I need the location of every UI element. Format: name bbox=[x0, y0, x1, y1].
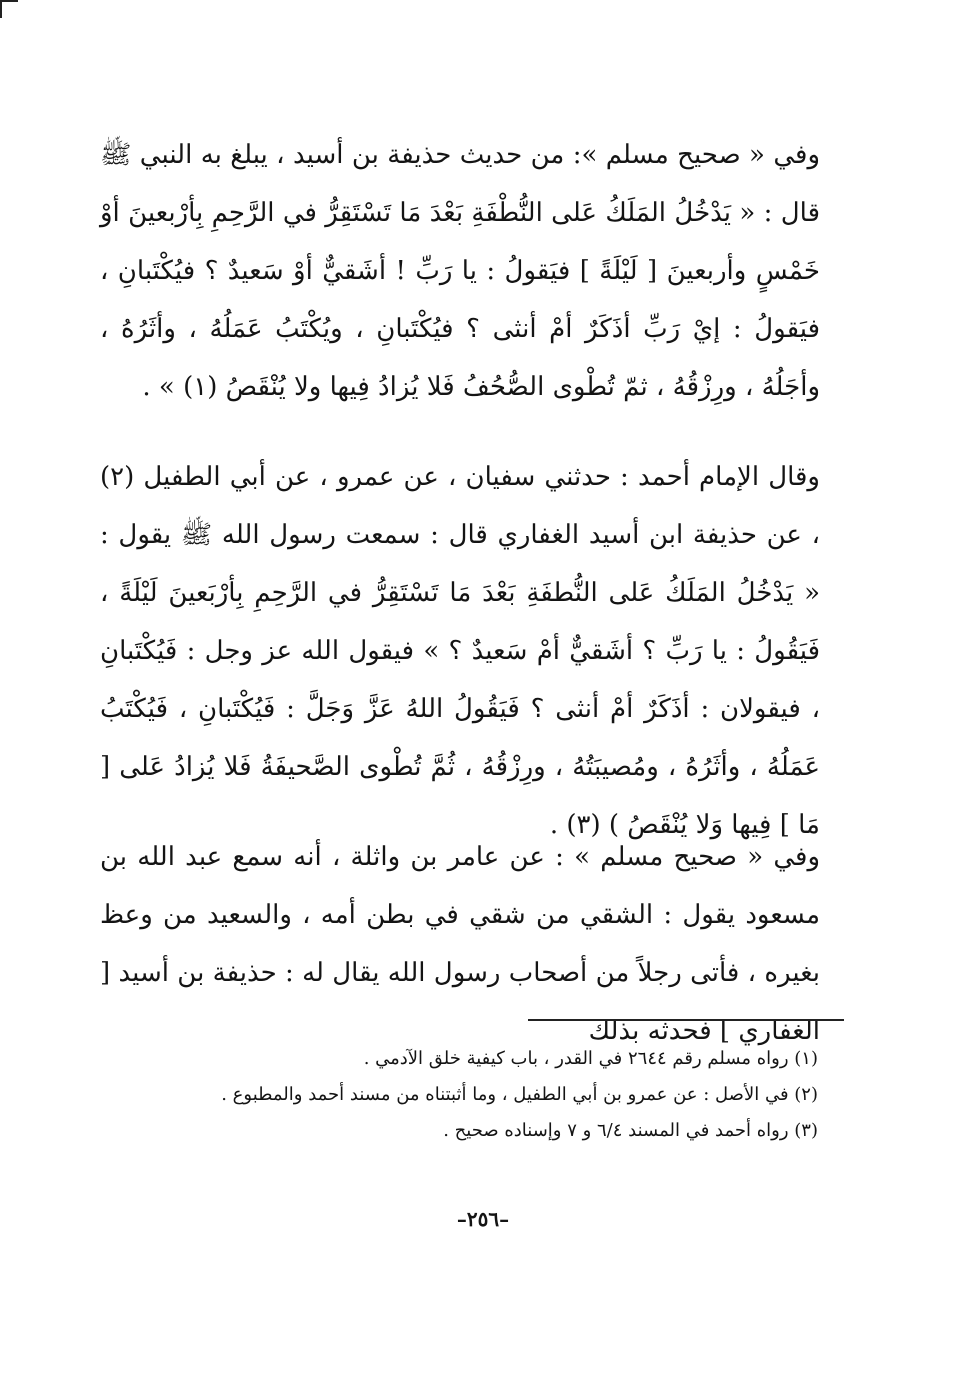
footnote-divider bbox=[528, 1019, 844, 1021]
footnote-3: (٣) رواه أحمد في المسند ٦/٤ و ٧ وإسناده صحيح . bbox=[443, 1120, 818, 1141]
page-number: –٢٥٦– bbox=[456, 1207, 510, 1231]
footnote-1: (١) رواه مسلم رقم ٢٦٤٤ في القدر ، باب كيفية خلق الآدمي . bbox=[363, 1048, 818, 1069]
footnote-2: (٢) في الأصل : عن عمرو بن أبي الطفيل ، وما أثبتناه من مسند أحمد والمطبوع . bbox=[221, 1084, 818, 1105]
paragraph-sahih-muslim-hudhayfa: وفي « صحيح مسلم »: من حديث حذيفة بن أسيد ، يبلغ به النبي ﷺ قال : « يَدْخُلُ المَلَكُ عَلى النُّطْفَةِ بَعْدَ مَا تَسْتَقِرُّ في الرَّحِمِ بِأرْبعينَ أوْ خَمْسٍ وأربعينَ [ لَيْلَةً ] فيَقولُ : يا رَبِّ ! أشَقيٌّ أوْ سَعيدٌ ؟ فيُكْتَبانِ ، فيَقولُ : إيْ رَبِّ أذَكَرٌ أمْ أنثى ؟ فيُكْتَبانِ ، ويُكْتَبُ عَمَلُهُ ، وأثَرُهُ ، وأجَلُهُ ، ورِزْقُهُ ، ثمّ تُطْوى الصُّحُفُ فَلا يُزادُ فِيها ولا يُنْقَصُ (١) » . bbox=[100, 140, 820, 402]
scan-corner-mark bbox=[0, 0, 18, 18]
paragraph-amir-ibn-wathila: وفي « صحيح مسلم » : عن عامر بن واثلة ، أنه سمع عبد الله بن مسعود يقول : الشقي من شقي في بطن أمه ، والسعيد من وعظ بغيره ، فأتى رجلاً من أصحاب رسول الله يقال له : حذيفة بن أسيد [ الغفاري ] فحدثه بذلك bbox=[100, 842, 820, 1046]
footnotes bbox=[118, 1041, 818, 1149]
paragraph-imam-ahmad: وقال الإمام أحمد : حدثني سفيان ، عن عمرو ، عن أبي الطفيل (٢) ، عن حذيفة ابن أسيد الغفاري قال : سمعت رسول الله ﷺ يقول : « يَدْخُلُ المَلَكُ عَلى النُّطفَةِ بَعْدَ مَا تَسْتَقِرُّ في الرَّحِمِ بِأرْبَعينَ لَيْلَةً ، فَيَقُولُ : يا رَبِّ ؟ أشَقيٌّ أمْ سَعيدٌ ؟ » فيقول الله عز وجل : فَيُكْتَبانِ ، فيقولان : أذَكَرٌ أمْ أنثى ؟ فَيَقُولُ اللهُ عَزَّ وَجَلَّ : فَيُكْتَبانِ ، فَيُكْتَبُ عَمَلُهُ ، وأثَرُهُ ، ومُصيبَتُهُ ، ورِزْقُهُ ، ثُمَّ تُطْوى الصَّحيفَةُ فَلا يُزادُ عَلى [ مَا ] فِيها وَلا يُنْقَصُ ) (٣) . bbox=[100, 462, 820, 840]
